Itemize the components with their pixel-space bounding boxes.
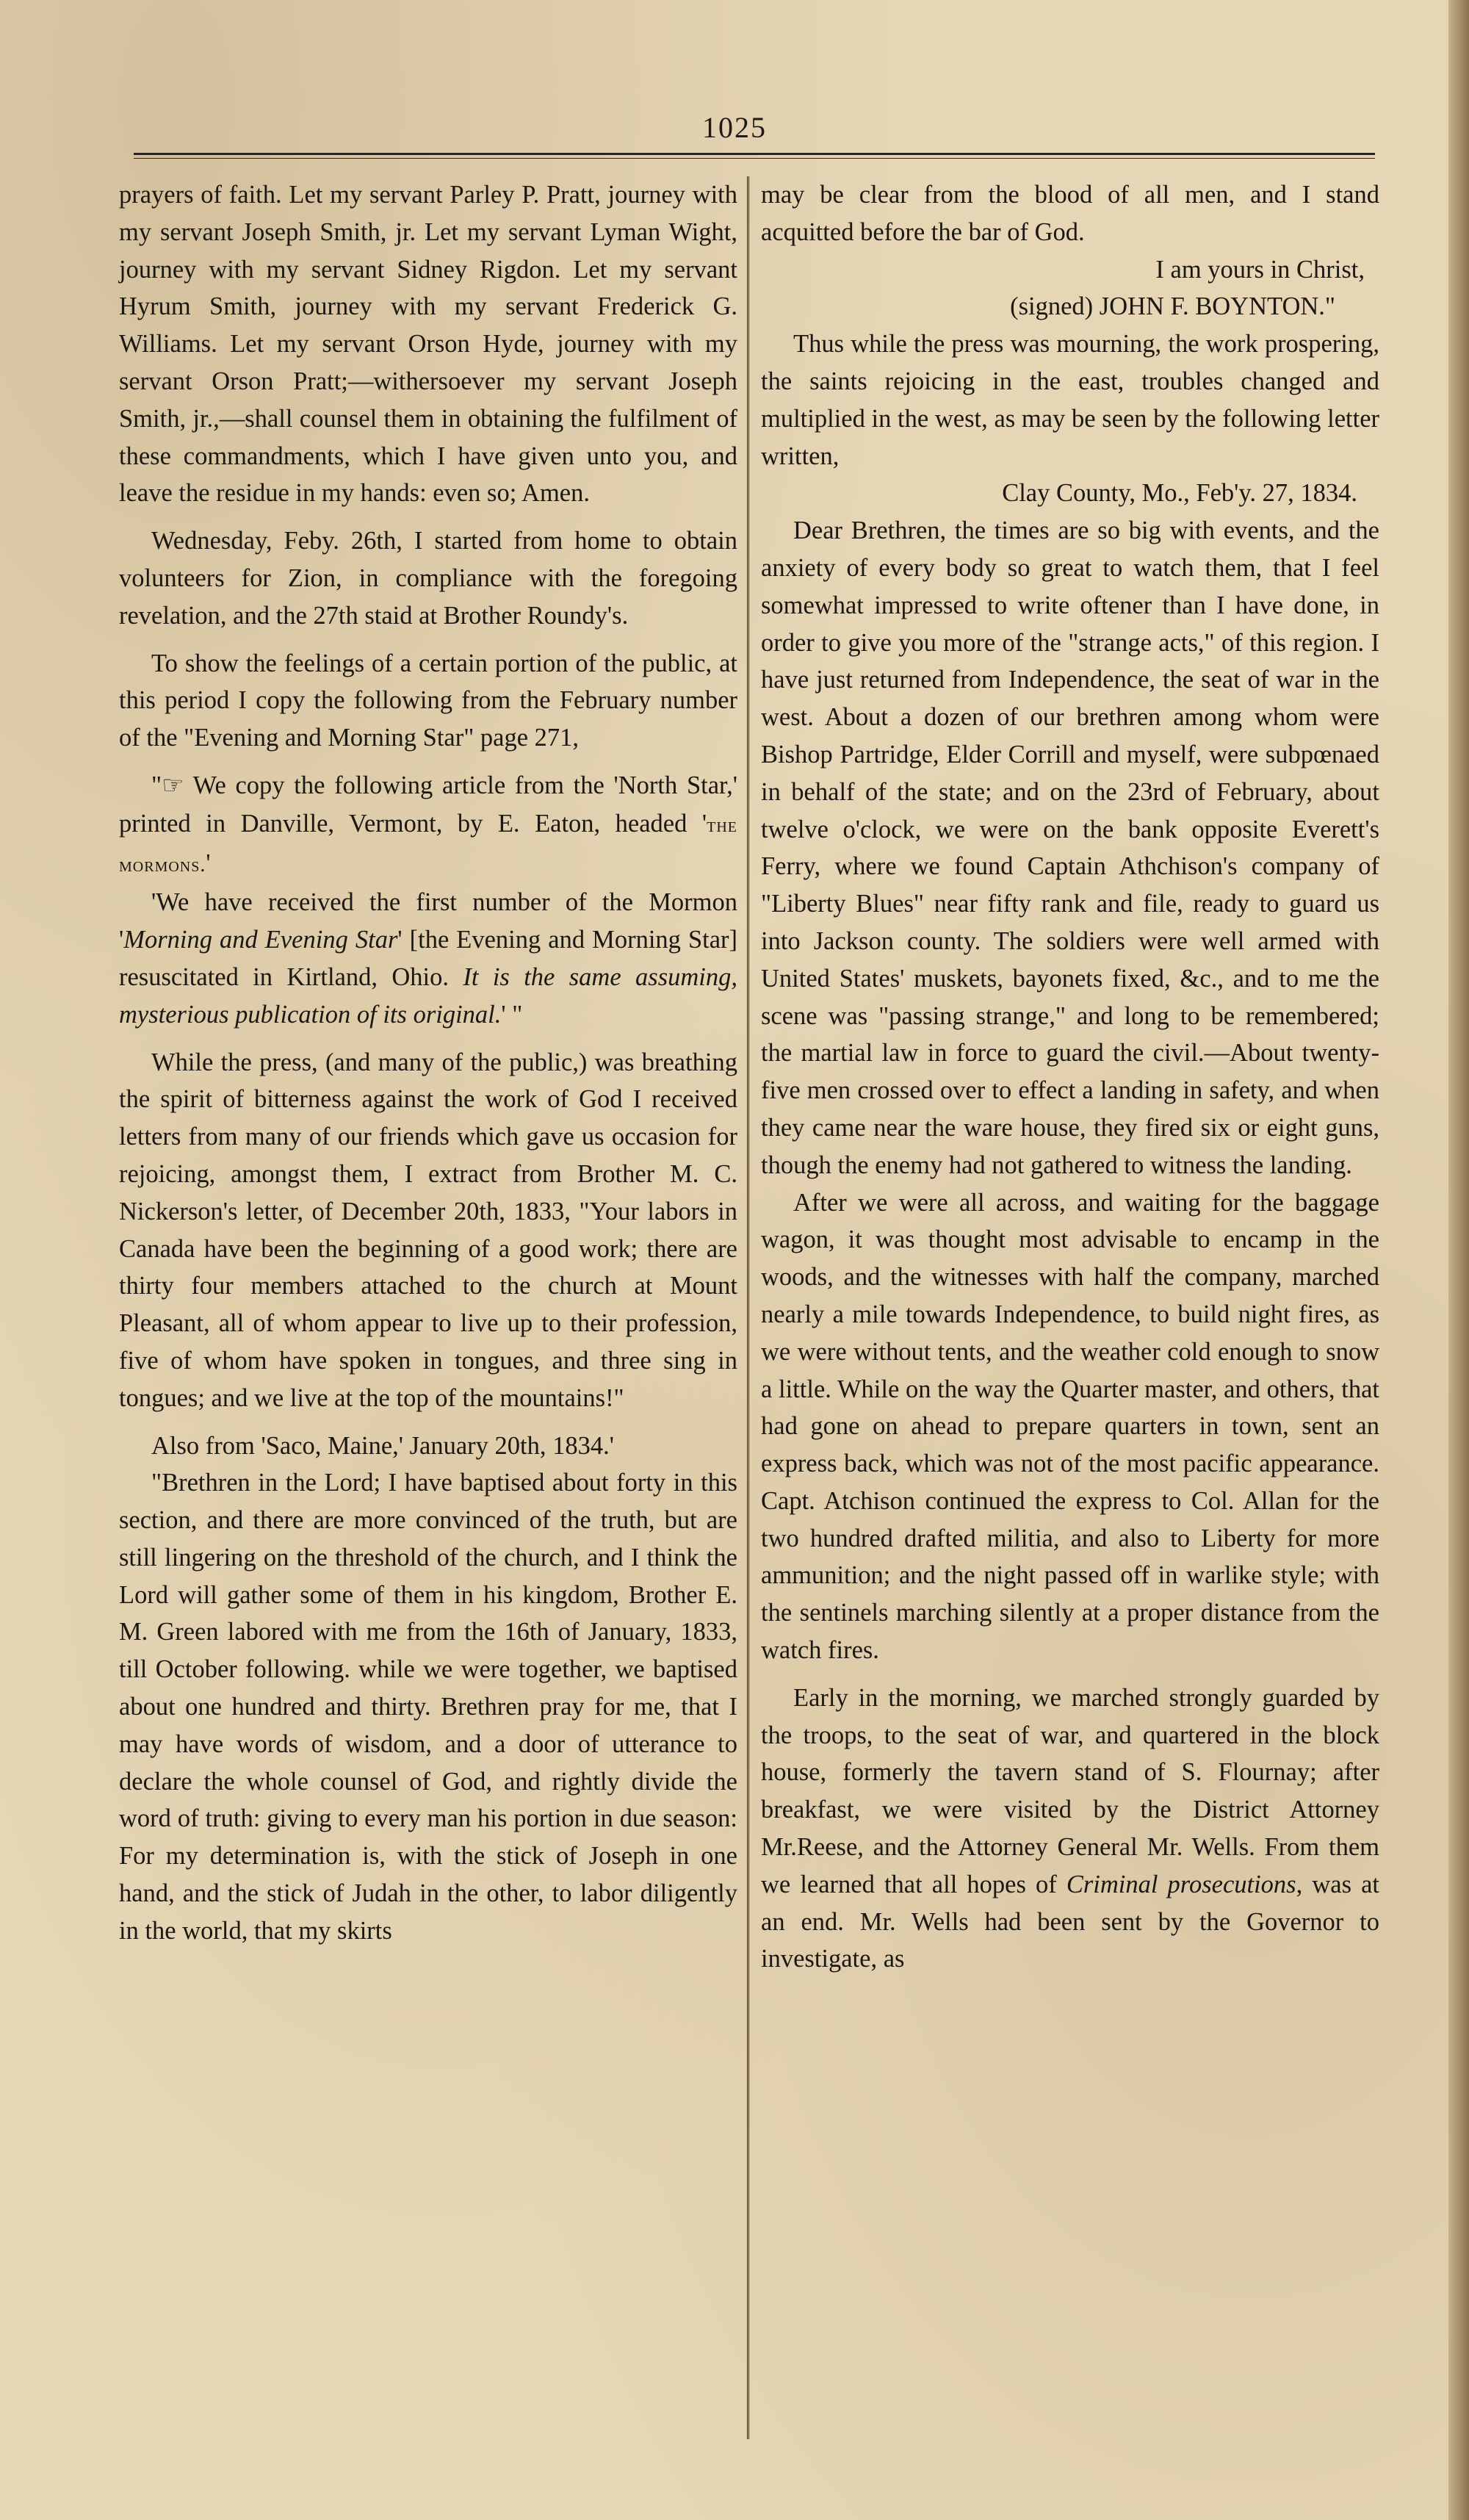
paragraph-text: We copy the following article from the 'North Star,' printed in Danville, Vermont, by E. Eaton, headed '	[119, 771, 737, 838]
letter-signature: (signed) JOHN F. BOYNTON."	[1010, 292, 1335, 321]
paragraph-text: , was at an end. Mr. Wells had been sent by the Governor to investigate, as	[761, 1870, 1380, 1973]
paragraph: To show the feelings of a certain portion of the public, at this period I copy the following from the February number of the "Evening and Morning Star" page 271,	[119, 649, 737, 752]
paragraph: After we were all across, and waiting for the baggage wagon, it was thought most advisable to encamp in the woods, and the witnesses with half the company, marched nearly a mile towards Independence, to build night fires, as we were without tents, and the weather cold enough to snow a little. While on the way the Quarter master, and others, that had gone on ahead to prepare quarters in town, sent an express back, which was not of the most pacific appearance. Capt. Atchison continued the express to Col. Allan for the two hundred drafted militia, and also to Liberty for more ammunition; and the night passed off in warlike style; with the sentinels marching silently at a proper distance from the watch fires.	[761, 1188, 1379, 1665]
letter-dateline: Clay County, Mo., Feb'y. 27, 1834.	[1002, 479, 1357, 508]
paragraph: "Brethren in the Lord; I have baptised about forty in this section, and there are more convinced of the truth, but are still lingering on the threshold of the church, and I think the Lord will gather some of them in his kingdom, Brother E. M. Green labored with me from the 16th of January, 1833, till October following. while we were together, we baptised about one hundred and thirty. Brethren pray for me, that I may have words of wisdom, and a door of utterance to declare the whole counsel of God, and rightly divide the word of truth: giving to every man his portion in due season: For my determination is, with the stick of Joseph in one hand, and the stick of Judah in the other, to labor diligently in the world, that my skirts	[119, 1469, 737, 1945]
italic-phrase: Criminal prosecutions	[1066, 1870, 1296, 1898]
quote-close: '	[206, 849, 211, 877]
letter-closing: I am yours in Christ,	[1155, 255, 1365, 284]
right-column	[761, 176, 1379, 1978]
left-column	[119, 176, 737, 1950]
italic-title: Morning and Evening Star	[123, 926, 398, 954]
paragraph	[119, 884, 737, 1033]
paragraph-text: 'We have received the first number of the Mormon '	[119, 888, 737, 954]
column-divider	[747, 176, 749, 2439]
paragraph: Wednesday, Feby. 26th, I started from home to obtain volunteers for Zion, in compliance with the foregoing revelation, and the 27th staid at Brother Roundy's.	[119, 527, 737, 630]
paragraph: Thus while the press was mourning, the work prospering, the saints rejoicing in the east, troubles changed and multiplied in the west, as may be seen by the following letter written,	[761, 330, 1379, 470]
page-number: 1025	[702, 111, 767, 144]
paragraph-text: Early in the morning, we marched strongly guarded by the troops, to the seat of war, and quartered in the block house, formerly the tavern stand of S. Flournay; after breakfast, we were visited by the District Attorney Mr.Reese, and the Attorney General Mr. Wells. From them we learned that all hopes of	[761, 1683, 1379, 1898]
paragraph: prayers of faith. Let my servant Parley P. Pratt, journey with my servant Joseph Smith, jr. Let my servant Lyman Wight, journey with my servant Sidney Rigdon. Let my servant Hyrum Smith, journey with my servant Frederick G. Williams. Let my servant Orson Hyde, journey with my servant Orson Pratt;—withersoever my servant Joseph Smith, jr.,—shall counsel them in obtaining the fulfilment of these commandments, which I have given unto you, and leave the residue in my hands: even so; Amen.	[119, 181, 737, 508]
page-edge	[1448, 0, 1469, 2520]
quote-open: "	[151, 771, 162, 799]
paragraph	[761, 1680, 1379, 1978]
paragraph-text: ' "	[501, 1000, 523, 1029]
header-rule	[134, 153, 1375, 159]
italic-quote: It is the same assuming, mysterious publication of its original.	[119, 962, 737, 1029]
paragraph: While the press, (and many of the public,) was breathing the spirit of bitterness against the work of God I received letters from many of our friends which gave us occasion for rejoicing, amongst them, I extract from Brother M. C. Nickerson's letter, of December 20th, 1833, "Your labors in Canada have been the beginning of a good work; there are thirty four members attached to the church at Mount Pleasant, all of whom appear to live up to their profession, five of whom have spoken in tongues, and three sing in tongues; and we live at the top of the mountains!"	[119, 1048, 737, 1412]
paragraph	[119, 767, 737, 884]
small-caps-heading: the mormons.	[119, 813, 737, 876]
paragraph: Dear Brethren, the times are so big with events, and the anxiety of every body so great to watch them, that I feel somewhat impressed to write oftener than I have done, in order to give you more of the "strange acts," of this region. I have just returned from Independence, the seat of war in the west. About a dozen of our brethren among whom were Bishop Partridge, Elder Corrill and myself, were subpœnaed in behalf of the state; and on the 23rd of February, about twelve o'clock, we were on the bank opposite Everett's Ferry, where we found Captain Athchison's company of "Liberty Blues" near fifty rank and file, ready to guard us into Jackson county. The soldiers were well armed with United States' muskets, bayonets fixed, &c., and to me the scene was "passing strange," and long to be remembered; the martial law in force to guard the civil.—About twenty-five men crossed over to effect a landing in safety, and when they came near the ware house, they fired six or eight guns, though the enemy had not gathered to witness the landing.	[761, 516, 1379, 1179]
paragraph: Also from 'Saco, Maine,' January 20th, 1834.'	[151, 1431, 614, 1460]
pointing-hand-icon: ☞	[162, 771, 184, 799]
paragraph-text: ' [the Evening and Morning Star] resuscitated in Kirtland, Ohio.	[119, 926, 738, 991]
paragraph: may be clear from the blood of all men, and I stand acquitted before the bar of God.	[761, 181, 1379, 246]
